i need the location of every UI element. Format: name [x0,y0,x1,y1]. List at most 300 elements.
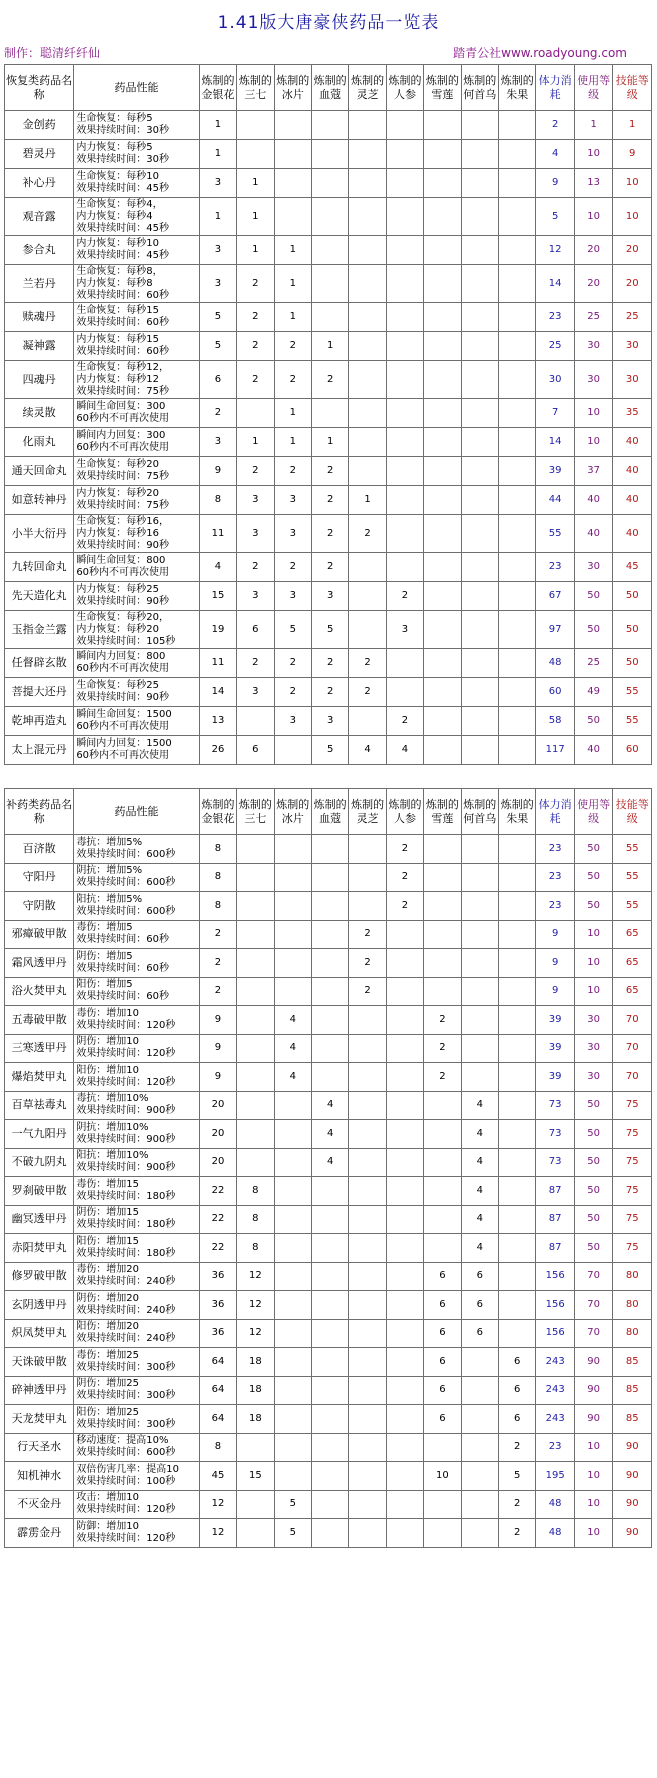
ingredient-count: 11 [199,515,236,553]
skill-level: 55 [613,892,652,921]
ingredient-count [386,1433,423,1462]
ingredient-count: 1 [199,111,236,140]
medicine-effect: 瞬间生命回复：1500 60秒内不可再次使用 [74,707,199,736]
table-row [5,1091,652,1120]
ingredient-count [349,1348,386,1377]
table-row [5,1490,652,1519]
ingredient-count: 4 [349,736,386,765]
header-name-column: 补药类药品名称 [5,789,74,835]
ingredient-count [461,236,498,265]
header-cell: 炼制的雪莲 [424,65,461,111]
ingredient-count [386,236,423,265]
skill-level: 20 [613,265,652,303]
skill-level: 40 [613,457,652,486]
ingredient-count [499,486,536,515]
ingredient-count: 2 [349,678,386,707]
ingredient-count: 4 [274,1006,311,1035]
skill-level: 75 [613,1234,652,1263]
ingredient-count [386,1120,423,1149]
skill-level: 50 [613,611,652,649]
medicine-effect: 瞬间内力回复：300 60秒内不可再次使用 [74,428,199,457]
ingredient-count: 18 [237,1376,274,1405]
ingredient-count [499,892,536,921]
stamina-cost: 25 [536,332,575,361]
ingredient-count [461,1034,498,1063]
ingredient-count: 2 [349,977,386,1006]
use-level: 70 [574,1291,613,1320]
ingredient-count [461,582,498,611]
ingredient-count [349,1063,386,1092]
ingredient-count: 6 [424,1262,461,1291]
ingredient-count [311,1319,348,1348]
stamina-cost: 23 [536,835,575,864]
ingredient-count: 9 [199,1063,236,1092]
table-row [5,707,652,736]
ingredient-count: 2 [386,707,423,736]
ingredient-count [274,140,311,169]
medicine-effect: 内力恢复：每秒10 效果持续时间：45秒 [74,236,199,265]
skill-level: 65 [613,977,652,1006]
skill-level: 75 [613,1148,652,1177]
ingredient-count [424,892,461,921]
use-level: 10 [574,198,613,236]
ingredient-count [349,169,386,198]
medicine-name: 通天回命丸 [5,457,74,486]
use-level: 1 [574,111,613,140]
ingredient-count [424,198,461,236]
medicine-name: 观音露 [5,198,74,236]
ingredient-count [311,920,348,949]
ingredient-count: 3 [237,486,274,515]
ingredient-count [461,1490,498,1519]
ingredient-count: 2 [349,515,386,553]
ingredient-count: 3 [199,428,236,457]
ingredient-count [274,1291,311,1320]
stamina-cost: 5 [536,198,575,236]
ingredient-count: 8 [199,1433,236,1462]
ingredient-count: 11 [199,649,236,678]
medicine-effect: 生命恢复：每秒10 效果持续时间：45秒 [74,169,199,198]
ingredient-count [349,582,386,611]
ingredient-count: 36 [199,1262,236,1291]
ingredient-count [499,649,536,678]
table-row [5,303,652,332]
ingredient-count [499,428,536,457]
ingredient-count: 3 [237,515,274,553]
use-level: 90 [574,1405,613,1434]
ingredient-count [349,1234,386,1263]
ingredient-count [386,399,423,428]
ingredient-count [349,611,386,649]
ingredient-count: 3 [237,582,274,611]
table-row [5,1205,652,1234]
ingredient-count [311,1376,348,1405]
ingredient-count: 6 [461,1291,498,1320]
skill-level: 55 [613,678,652,707]
ingredient-count [499,1262,536,1291]
medicine-effect: 生命恢复：每秒20 效果持续时间：75秒 [74,457,199,486]
skill-level: 75 [613,1205,652,1234]
stamina-cost: 48 [536,1519,575,1548]
skill-level: 80 [613,1291,652,1320]
ingredient-count [424,707,461,736]
table-row [5,169,652,198]
ingredient-count [349,332,386,361]
header-cell: 使用等级 [574,789,613,835]
stamina-cost: 73 [536,1120,575,1149]
medicine-name: 金创药 [5,111,74,140]
skill-level: 25 [613,303,652,332]
medicine-effect: 毒伤：增加10 效果持续时间：120秒 [74,1006,199,1035]
ingredient-count [349,1462,386,1491]
ingredient-count: 3 [199,169,236,198]
ingredient-count [424,1205,461,1234]
medicine-name: 罗刹破甲散 [5,1177,74,1206]
skill-level: 45 [613,553,652,582]
header-cell: 炼制的何首乌 [461,789,498,835]
medicine-effect: 瞬间生命回复：300 60秒内不可再次使用 [74,399,199,428]
ingredient-count [311,863,348,892]
ingredient-count: 8 [199,486,236,515]
stamina-cost: 44 [536,486,575,515]
medicine-name: 行天圣水 [5,1433,74,1462]
header-cell: 药品性能 [74,65,199,111]
ingredient-count [424,515,461,553]
medicine-name: 九转回命丸 [5,553,74,582]
table-row [5,1177,652,1206]
medicine-effect: 阴抗：增加10% 效果持续时间：900秒 [74,1120,199,1149]
ingredient-count [461,169,498,198]
ingredient-count [311,399,348,428]
ingredient-count [349,457,386,486]
skill-level: 10 [613,169,652,198]
ingredient-count [311,198,348,236]
ingredient-count: 5 [274,1519,311,1548]
skill-level: 9 [613,140,652,169]
ingredient-count: 2 [274,332,311,361]
ingredient-count [386,1376,423,1405]
ingredient-count [311,1433,348,1462]
medicine-effect: 生命恢复：每秒15 效果持续时间：60秒 [74,303,199,332]
ingredient-count [311,1205,348,1234]
table-row [5,265,652,303]
ingredient-count [499,111,536,140]
ingredient-count [424,611,461,649]
ingredient-count: 2 [424,1063,461,1092]
ingredient-count: 8 [237,1234,274,1263]
ingredient-count: 1 [237,236,274,265]
use-level: 37 [574,457,613,486]
ingredient-count [461,949,498,978]
ingredient-count: 64 [199,1376,236,1405]
use-level: 90 [574,1348,613,1377]
table-row [5,332,652,361]
medicine-effect: 阴伤：增加5 效果持续时间：60秒 [74,949,199,978]
header-cell: 炼制的血蔻 [311,789,348,835]
ingredient-count [349,1519,386,1548]
ingredient-count: 14 [199,678,236,707]
use-level: 10 [574,428,613,457]
table-row [5,1148,652,1177]
ingredient-count [349,835,386,864]
ingredient-count: 4 [199,553,236,582]
recovery-medicine-table [4,64,652,765]
skill-level: 75 [613,1177,652,1206]
table-row [5,920,652,949]
ingredient-count [424,1433,461,1462]
stamina-cost: 7 [536,399,575,428]
medicine-effect: 阴伤：增加15 效果持续时间：180秒 [74,1205,199,1234]
ingredient-count [386,553,423,582]
header-row [5,65,652,111]
ingredient-count [349,1177,386,1206]
header-cell: 技能等级 [613,65,652,111]
ingredient-count: 22 [199,1234,236,1263]
ingredient-count [349,1490,386,1519]
header-cell: 体力消耗 [536,789,575,835]
ingredient-count: 12 [237,1319,274,1348]
ingredient-count [311,1262,348,1291]
ingredient-count [386,457,423,486]
use-level: 10 [574,920,613,949]
ingredient-count: 1 [274,399,311,428]
header-cell: 炼制的朱果 [499,65,536,111]
ingredient-count [386,486,423,515]
medicine-name: 太上混元丹 [5,736,74,765]
ingredient-count [424,265,461,303]
header-cell: 使用等级 [574,65,613,111]
table-row [5,835,652,864]
ingredient-count [274,1462,311,1491]
ingredient-count [274,1234,311,1263]
stamina-cost: 39 [536,1006,575,1035]
skill-level: 10 [613,198,652,236]
table-row [5,1234,652,1263]
ingredient-count: 2 [386,892,423,921]
ingredient-count: 12 [199,1490,236,1519]
ingredient-count [461,1405,498,1434]
ingredient-count: 15 [237,1462,274,1491]
ingredient-count: 20 [199,1091,236,1120]
medicine-effect: 内力恢复：每秒20 效果持续时间：75秒 [74,486,199,515]
medicine-effect: 生命恢复：每秒25 效果持续时间：90秒 [74,678,199,707]
ingredient-count: 8 [237,1205,274,1234]
ingredient-count: 2 [199,949,236,978]
ingredient-count: 4 [311,1091,348,1120]
skill-level: 40 [613,486,652,515]
ingredient-count [311,236,348,265]
ingredient-count [424,977,461,1006]
ingredient-count [349,1148,386,1177]
use-level: 50 [574,1234,613,1263]
ingredient-count [349,1405,386,1434]
ingredient-count [424,582,461,611]
table-row [5,1063,652,1092]
table-row [5,863,652,892]
ingredient-count [349,1034,386,1063]
ingredient-count: 5 [199,303,236,332]
medicine-name: 邪瘴破甲散 [5,920,74,949]
stamina-cost: 243 [536,1405,575,1434]
ingredient-count [499,835,536,864]
ingredient-count: 2 [237,303,274,332]
table-row [5,111,652,140]
medicine-name: 先天造化丸 [5,582,74,611]
medicine-effect: 阳抗：增加5% 效果持续时间：600秒 [74,892,199,921]
use-level: 10 [574,1490,613,1519]
ingredient-count: 2 [237,649,274,678]
header-cell: 炼制的血蔻 [311,65,348,111]
ingredient-count: 2 [386,582,423,611]
table-row [5,515,652,553]
table-row [5,1405,652,1434]
ingredient-count [349,1291,386,1320]
ingredient-count: 64 [199,1348,236,1377]
medicine-name: 知机神水 [5,1462,74,1491]
medicine-name: 如意转神丹 [5,486,74,515]
ingredient-count [499,582,536,611]
medicine-effect: 毒抗：增加5% 效果持续时间：600秒 [74,835,199,864]
ingredient-count [349,1120,386,1149]
ingredient-count [461,863,498,892]
ingredient-count: 6 [424,1319,461,1348]
medicine-effect: 双倍伤害几率：提高10 效果持续时间：100秒 [74,1462,199,1491]
use-level: 10 [574,1519,613,1548]
ingredient-count [424,303,461,332]
skill-level: 70 [613,1006,652,1035]
ingredient-count: 3 [274,582,311,611]
ingredient-count: 2 [199,399,236,428]
medicine-name: 浴火焚甲丸 [5,977,74,1006]
ingredient-count: 2 [499,1433,536,1462]
skill-level: 90 [613,1433,652,1462]
use-level: 90 [574,1376,613,1405]
ingredient-count [499,198,536,236]
ingredient-count [274,892,311,921]
ingredient-count [499,1091,536,1120]
ingredient-count [237,111,274,140]
use-level: 10 [574,399,613,428]
ingredient-count: 2 [424,1034,461,1063]
ingredient-count: 2 [274,553,311,582]
ingredient-count: 6 [199,361,236,399]
ingredient-count: 18 [237,1405,274,1434]
skill-level: 75 [613,1120,652,1149]
medicine-name: 霜风透甲丹 [5,949,74,978]
header-cell: 技能等级 [613,789,652,835]
table-row [5,140,652,169]
header-cell: 炼制的何首乌 [461,65,498,111]
ingredient-count [499,611,536,649]
medicine-effect: 毒伤：增加25 效果持续时间：300秒 [74,1348,199,1377]
ingredient-count [349,1006,386,1035]
skill-level: 85 [613,1348,652,1377]
header-cell: 药品性能 [74,789,199,835]
medicine-name: 不破九阴丸 [5,1148,74,1177]
ingredient-count [386,1405,423,1434]
ingredient-count [349,1205,386,1234]
ingredient-count: 2 [237,361,274,399]
medicine-effect: 阴抗：增加5% 效果持续时间：600秒 [74,863,199,892]
table-row [5,678,652,707]
stamina-cost: 39 [536,1034,575,1063]
ingredient-count: 2 [274,361,311,399]
table-row [5,198,652,236]
ingredient-count [311,1462,348,1491]
skill-level: 80 [613,1319,652,1348]
stamina-cost: 73 [536,1091,575,1120]
ingredient-count [424,835,461,864]
ingredient-count: 3 [311,582,348,611]
ingredient-count [424,1120,461,1149]
ingredient-count [461,303,498,332]
ingredient-count: 4 [461,1234,498,1263]
ingredient-count: 2 [237,265,274,303]
skill-level: 30 [613,361,652,399]
ingredient-count: 22 [199,1177,236,1206]
medicine-name: 守阴散 [5,892,74,921]
stamina-cost: 9 [536,949,575,978]
ingredient-count [424,486,461,515]
skill-level: 85 [613,1405,652,1434]
stamina-cost: 55 [536,515,575,553]
use-level: 20 [574,236,613,265]
ingredient-count [274,1319,311,1348]
skill-level: 55 [613,707,652,736]
medicine-effect: 毒伤：增加5 效果持续时间：60秒 [74,920,199,949]
skill-level: 70 [613,1034,652,1063]
ingredient-count [386,1291,423,1320]
ingredient-count [461,1433,498,1462]
ingredient-count [386,1490,423,1519]
medicine-name: 不灭金丹 [5,1490,74,1519]
ingredient-count [349,1433,386,1462]
stamina-cost: 14 [536,428,575,457]
ingredient-count: 8 [237,1177,274,1206]
ingredient-count [424,111,461,140]
medicine-name: 五毒破甲散 [5,1006,74,1035]
ingredient-count: 1 [349,486,386,515]
header-cell: 炼制的朱果 [499,789,536,835]
ingredient-count: 2 [349,649,386,678]
ingredient-count [424,1519,461,1548]
ingredient-count [424,361,461,399]
stamina-cost: 87 [536,1177,575,1206]
header-cell: 炼制的灵芝 [349,789,386,835]
ingredient-count: 6 [424,1291,461,1320]
stamina-cost: 97 [536,611,575,649]
ingredient-count: 5 [499,1462,536,1491]
ingredient-count [461,1348,498,1377]
ingredient-count [311,1405,348,1434]
table-row [5,1462,652,1491]
ingredient-count [424,169,461,198]
stamina-cost: 39 [536,457,575,486]
use-level: 50 [574,1148,613,1177]
ingredient-count: 3 [274,486,311,515]
ingredient-count [499,1148,536,1177]
header-cell: 炼制的人参 [386,65,423,111]
table-row [5,1348,652,1377]
table-row [5,649,652,678]
use-level: 50 [574,892,613,921]
ingredient-count [386,265,423,303]
ingredient-count: 3 [386,611,423,649]
medicine-effect: 阳伤：增加25 效果持续时间：300秒 [74,1405,199,1434]
ingredient-count [386,515,423,553]
table-row [5,892,652,921]
ingredient-count: 1 [237,428,274,457]
